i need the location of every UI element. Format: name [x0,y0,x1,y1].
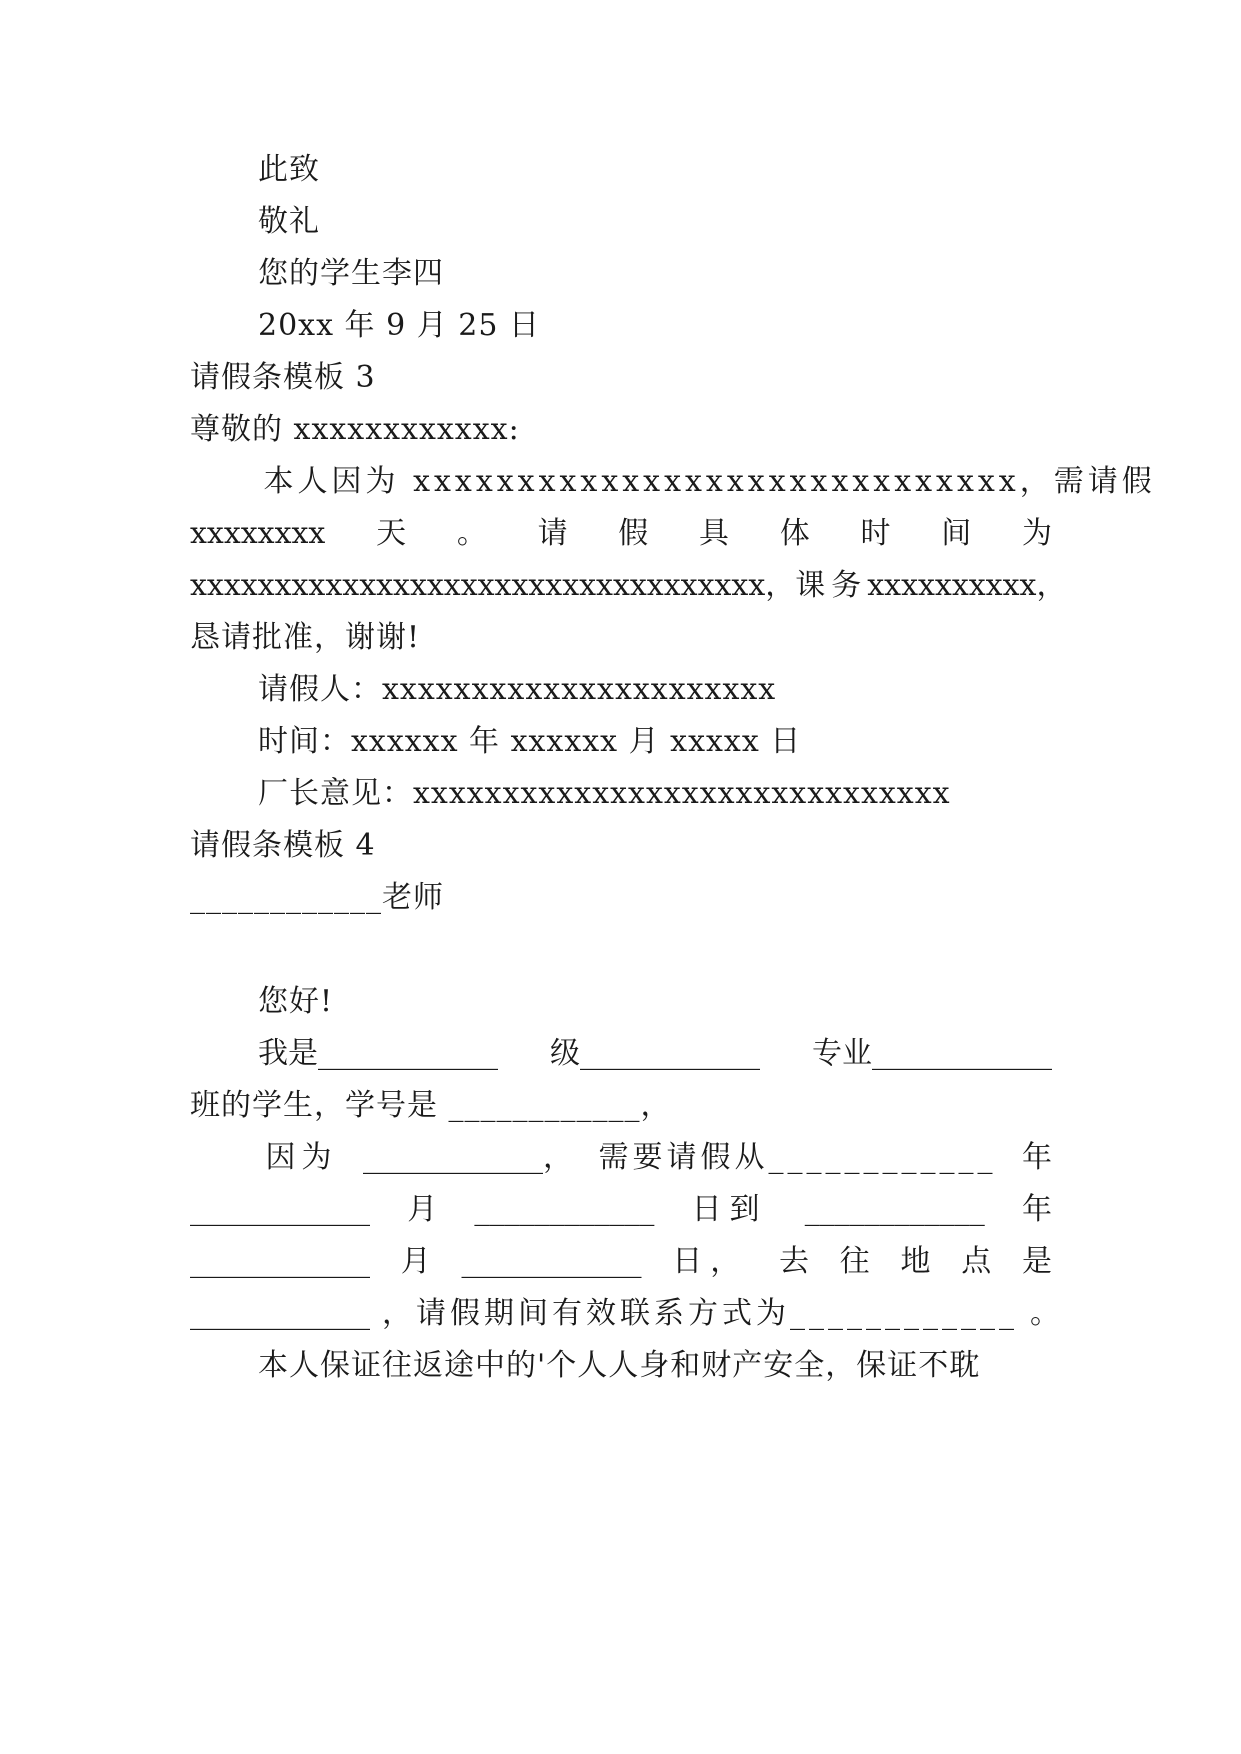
body-token: 专业____________ [812,1036,1052,1071]
template3-addressee: 尊敬的 xxxxxxxxxxxx: [190,412,520,447]
template4-line1 [258,1034,1052,1074]
body-token: ____________ [190,1244,370,1279]
body-token: 需要请假从____________ [598,1140,997,1175]
body-token: 级____________ [550,1036,760,1071]
template3-time: 时间：xxxxxx 年 xxxxxx 月 xxxxx 日 [258,724,802,759]
body-token: xxxxxxxxxx， [867,568,1067,603]
body-token: 是 [1022,1244,1052,1279]
template3-heading: 请假条模板 3 [190,360,376,395]
closing-salutation-1: 此致 [258,152,320,187]
template4-line4 [190,1190,1052,1230]
body-token: 去 [779,1244,809,1279]
body-token: 往 [839,1244,870,1279]
template4-line5 [190,1242,1052,1282]
template4-line7: 本人保证往返途中的'个人人身和财产安全，保证不耽 [258,1348,981,1383]
template4-line6 [190,1294,1060,1334]
body-token: 年 [1021,1192,1052,1227]
body-token: 假 [618,516,649,551]
body-token: 年 [1022,1140,1052,1175]
signature: 您的学生李四 [258,256,444,291]
body-token: 课务 [795,568,868,603]
template4-line3 [250,1138,1052,1178]
body-token: 请 [537,516,568,551]
body-token: 月 [400,1244,431,1279]
body-token: 我是____________ [258,1036,498,1071]
body-token: ____________ [804,1192,985,1227]
body-token: xxxxxxxx [190,516,326,551]
template3-manager-opinion: 厂长意见：xxxxxxxxxxxxxxxxxxxxxxxxxxxxxx [258,776,951,811]
body-token: 月 [407,1192,438,1227]
body-token: 。 [1030,1296,1060,1331]
body-token: 体 [779,516,810,551]
body-token: ____________ [190,1192,370,1227]
template4-heading: 请假条模板 4 [190,828,376,863]
body-token: xxxxxxxxxxxxxxxxxxxxxxxxxxxxxxxxxx， [190,568,796,603]
body-token: ____________ [474,1192,655,1227]
body-token: ，请假期间有效联系方式为____________ [382,1296,1018,1331]
body-token: 天 [376,516,407,551]
body-token: 间 [941,516,972,551]
template3-body-line2 [190,514,1052,554]
body-token: 日到 [691,1192,768,1227]
closing-salutation-2: 敬礼 [258,204,320,239]
body-token: 地 [900,1244,931,1279]
body-token: 具 [699,516,730,551]
template3-body-line3 [190,566,1067,606]
template4-teacher: ____________老师 [190,880,444,915]
body-token: ____________， [363,1140,574,1175]
body-token: 点 [961,1244,992,1279]
body-token: ____________ [190,1296,370,1331]
template4-greeting: 您好! [258,984,334,1019]
letter-date: 20xx 年 9 月 25 日 [258,308,540,343]
body-token: 为 [1021,516,1052,551]
template3-body-line1: 本人因为 xxxxxxxxxxxxxxxxxxxxxxxxxxxxx，需请假 [250,464,1156,499]
body-token: 。 [456,516,487,551]
template3-applicant: 请假人：xxxxxxxxxxxxxxxxxxxxxx [258,672,777,707]
body-token: 时 [860,516,891,551]
body-token: 因为 [250,1140,338,1175]
body-token: 日， [672,1244,749,1279]
template3-body-line4: 恳请批准，谢谢! [190,620,421,655]
template4-line2: 班的学生，学号是 ____________， [190,1088,672,1123]
body-token: ____________ [461,1244,642,1279]
